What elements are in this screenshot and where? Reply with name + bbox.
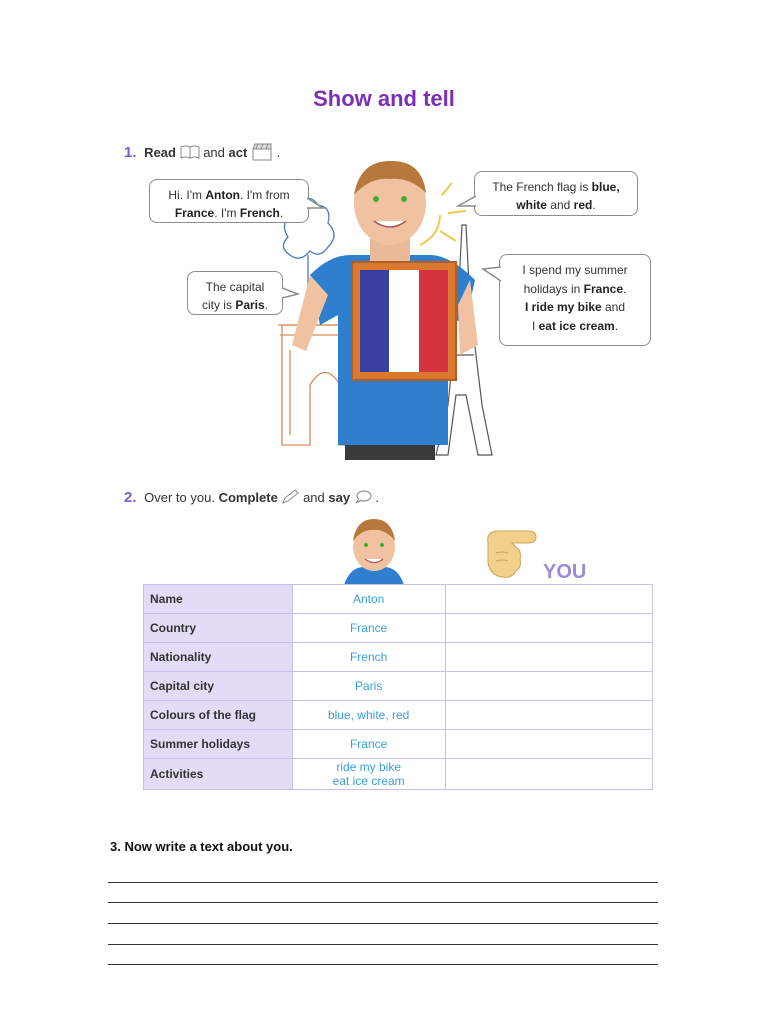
row-label: Name xyxy=(144,585,293,614)
you-answer-cell[interactable] xyxy=(445,672,652,701)
text: . I'm from xyxy=(240,188,290,202)
row-label: Nationality xyxy=(144,643,293,672)
text: white xyxy=(516,198,547,212)
and-word: and xyxy=(303,490,325,505)
table-row xyxy=(144,585,653,614)
text: city is xyxy=(201,298,236,312)
boy-portrait xyxy=(340,515,408,585)
anton-value: blue, white, red xyxy=(292,701,445,730)
section-number: 1. xyxy=(124,143,137,161)
pointing-hand-icon xyxy=(482,523,544,583)
text: . xyxy=(279,206,284,220)
anton-value: Paris xyxy=(292,672,445,701)
table-row xyxy=(144,730,653,759)
bubble-tail xyxy=(282,286,300,300)
text: France xyxy=(174,206,215,220)
instruction-text: Over to you. xyxy=(144,490,215,505)
section-2-heading xyxy=(124,489,379,508)
section-3-heading: 3. Now write a text about you. xyxy=(110,839,293,854)
writing-line[interactable] xyxy=(108,964,658,965)
row-label: Summer holidays xyxy=(144,730,293,759)
book-icon xyxy=(180,145,200,162)
text: holidays in xyxy=(523,281,584,296)
text: The French flag is xyxy=(492,180,592,194)
page-title: Show and tell xyxy=(313,86,455,111)
text: I ride my bike xyxy=(524,300,602,314)
bubble-tail xyxy=(307,196,325,212)
act-word: act xyxy=(228,144,248,160)
period: . xyxy=(375,490,379,505)
period: . xyxy=(276,144,281,160)
pencil-icon xyxy=(281,489,299,508)
row-label: Activities xyxy=(144,759,293,790)
text: blue, xyxy=(591,180,620,194)
bubble-tail xyxy=(481,265,501,283)
anton-value xyxy=(292,759,445,790)
text: Hi. I'm xyxy=(168,188,206,202)
anton-value: Anton xyxy=(292,585,445,614)
anton-value: French xyxy=(292,643,445,672)
table-row xyxy=(144,701,653,730)
say-word: say xyxy=(328,490,351,505)
french-flag-frame xyxy=(352,262,456,380)
table-row xyxy=(144,614,653,643)
you-answer-cell[interactable] xyxy=(445,730,652,759)
table-row xyxy=(144,643,653,672)
text: . xyxy=(264,298,269,312)
complete-word: Complete xyxy=(218,490,278,505)
table-row xyxy=(144,759,653,790)
bubble-capital xyxy=(187,271,283,315)
you-label: YOU xyxy=(543,561,587,583)
text: red xyxy=(573,198,593,212)
writing-line[interactable] xyxy=(108,902,658,903)
row-label: Colours of the flag xyxy=(144,701,293,730)
text: and xyxy=(601,300,626,314)
writing-line[interactable] xyxy=(108,923,658,924)
activity-1: ride my bike xyxy=(336,760,401,774)
bubble-tail xyxy=(456,194,476,210)
writing-line[interactable] xyxy=(108,882,658,883)
and-word: and xyxy=(203,144,225,160)
read-word: Read xyxy=(144,144,176,160)
text: . xyxy=(623,281,627,296)
text: Paris xyxy=(235,298,265,312)
text: . xyxy=(614,318,619,333)
table-row xyxy=(144,672,653,701)
row-label: Country xyxy=(144,614,293,643)
activity-2: eat ice cream xyxy=(332,774,405,788)
section-number: 2. xyxy=(124,489,137,506)
text: . I'm xyxy=(214,206,240,220)
you-answer-cell[interactable] xyxy=(445,701,652,730)
bubble-anton xyxy=(149,179,309,223)
bubble-holidays xyxy=(499,254,651,346)
text: France xyxy=(583,281,624,296)
anton-value: France xyxy=(292,614,445,643)
text: and xyxy=(546,198,574,212)
writing-line[interactable] xyxy=(108,944,658,945)
text: The capital xyxy=(205,280,265,294)
text: I spend my summer xyxy=(522,263,628,277)
text: . xyxy=(592,198,596,212)
you-answer-cell[interactable] xyxy=(445,614,652,643)
anton-value: France xyxy=(292,730,445,759)
you-answer-cell[interactable] xyxy=(445,585,652,614)
text: Anton xyxy=(205,188,240,202)
text: I xyxy=(531,318,539,333)
speech-bubble-icon xyxy=(354,490,372,507)
section-1-heading xyxy=(124,143,280,164)
you-answer-cell[interactable] xyxy=(445,759,652,790)
bubble-flag xyxy=(474,171,638,216)
row-label: Capital city xyxy=(144,672,293,701)
sun-doodle xyxy=(420,183,466,245)
you-answer-cell[interactable] xyxy=(445,643,652,672)
text: eat ice cream xyxy=(538,318,615,333)
text: French xyxy=(239,206,280,220)
info-table xyxy=(143,584,653,790)
